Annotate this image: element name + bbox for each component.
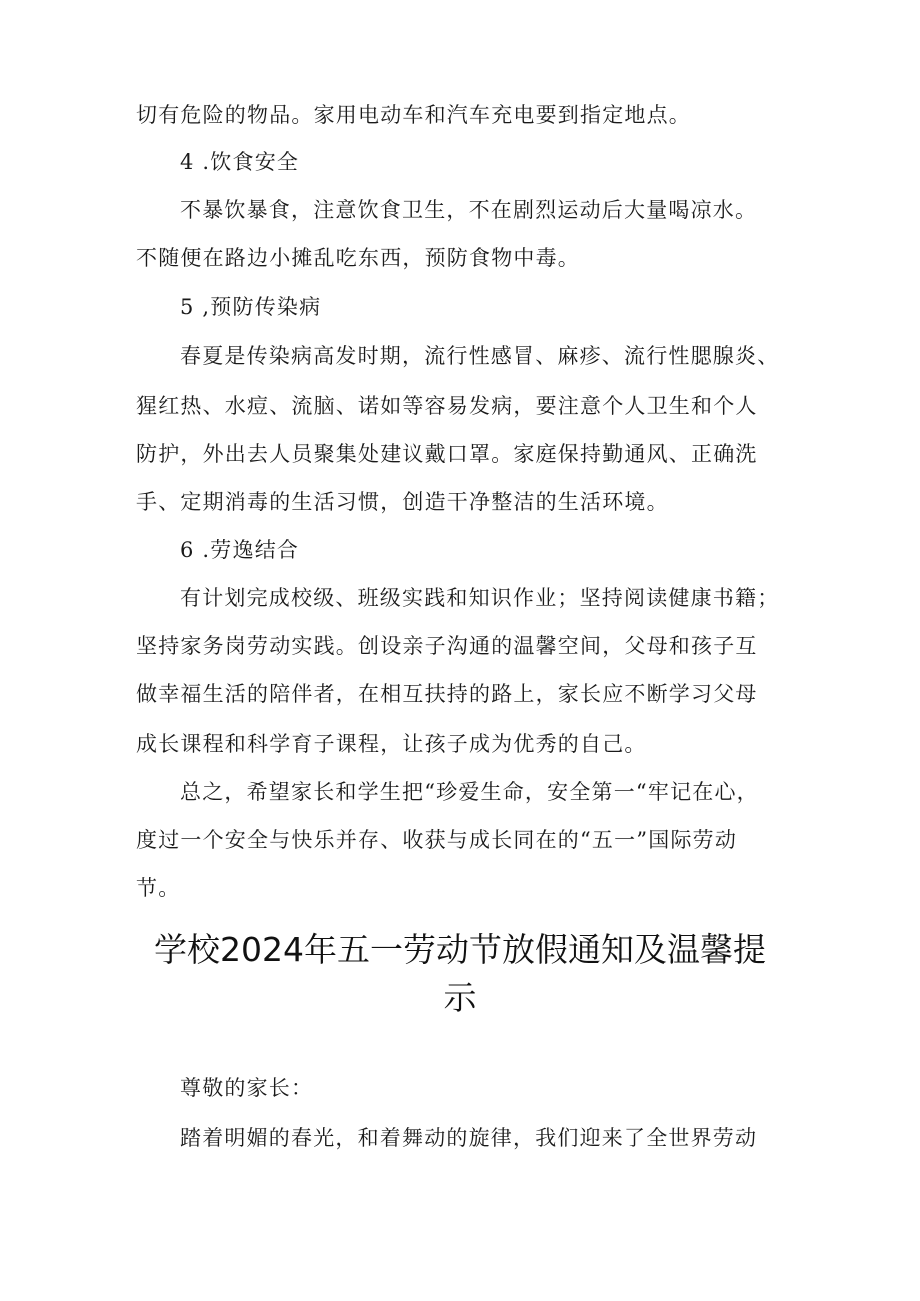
salutation: 尊敬的家长： [180,1076,314,1100]
body-line: 春夏是传染病高发时期，流行性感冒、麻疹、流行性腮腺炎、 [180,344,780,368]
body-line: 节。 [136,876,181,900]
section-heading-disease-prevention: 5 ,预防传染病 [180,295,322,319]
body-line: 手、定期消毒的生活习惯，创造干净整洁的生活环境。 [136,490,669,514]
section-heading-food-safety: 4 .饮食安全 [180,150,300,174]
body-line: 度过一个安全与快乐并存、收获与成长同在的“五一”国际劳动 [136,828,738,852]
document-title-line-2: 示 [443,978,477,1017]
body-line: 防护，外出去人员聚集处建议戴口罩。家庭保持勤通风、正确洗 [136,442,758,466]
body-line: 切有危险的物品。家用电动车和汽车充电要到指定地点。 [136,103,691,127]
section-heading-work-rest-balance: 6 .劳逸结合 [180,538,300,562]
body-line: 总之，希望家长和学生把“珍爱生命，安全第一“牢记在心， [180,780,759,804]
body-line: 不随便在路边小摊乱吃东西，预防食物中毒。 [136,246,580,270]
body-line: 猩红热、水痘、流脑、诺如等容易发病，要注意个人卫生和个人 [136,394,758,418]
body-line: 有计划完成校级、班级实践和知识作业；坚持阅读健康书籍； [180,586,780,610]
body-line: 坚持家务岗劳动实践。创设亲子沟通的温馨空间，父母和孩子互 [136,634,758,658]
body-line: 做幸福生活的陪伴者，在相互扶持的路上，家长应不断学习父母 [136,682,758,706]
document-title-line-1: 学校2024年五一劳动节放假通知及温馨提 [154,930,766,969]
body-line: 不暴饮暴食，注意饮食卫生，不在剧烈运动后大量喝凉水。 [180,198,758,222]
body-line: 成长课程和科学育子课程，让孩子成为优秀的自己。 [136,732,647,756]
opening-line: 踏着明媚的春光，和着舞动的旋律，我们迎来了全世界劳动 [180,1126,758,1150]
